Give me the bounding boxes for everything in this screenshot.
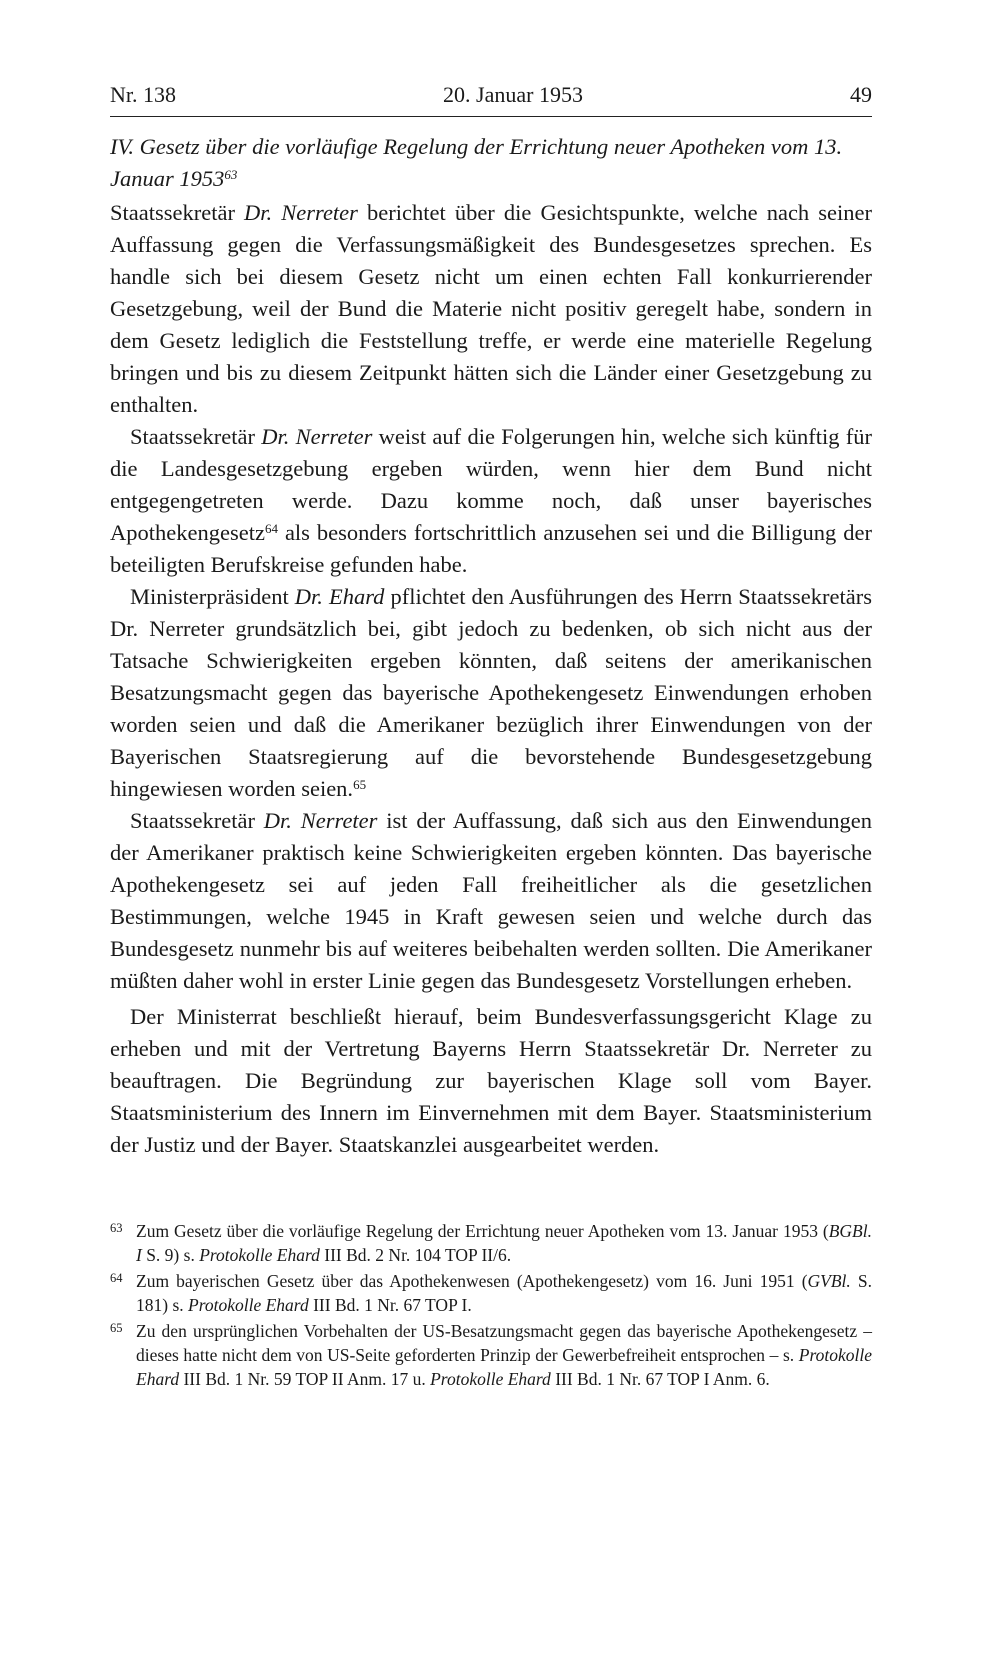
- paragraph: Ministerpräsident Dr. Ehard pflichtet den Ausführungen des Herrn Staatssekretärs Dr. Nerreter grundsätzlich bei, gibt jedoch zu bedenken, ob sich nicht aus der Tatsache Schwierigkeiten ergeben könnten, daß seitens der amerikanischen Besatzungsmacht gegen das bayerische Apothekengesetz Einwendungen erhoben worden seien und daß die Amerikaner bezüglich ihrer Einwendungen von der Bayerischen Staatsregierung auf die bevorstehende Bundesgesetzgebung hingewiesen worden seien.$^{65}$: [110, 584, 872, 801]
- footnote-text: III Bd. 1 Nr. 67 TOP I Anm. 6.: [550, 1369, 770, 1389]
- footnote-text: GVBl.: [807, 1271, 851, 1291]
- footnote-text: Protokolle Ehard: [430, 1369, 551, 1389]
- footnote-text: BGBl. I: [136, 1221, 872, 1265]
- footnote-text: Zu den ursprünglichen Vorbehalten der US-Besatzungsmacht gegen das bayerische Apothekengesetz – dieses hatte nicht dem von US-Seite geforderten Prinzip der Gewerbefreiheit entsprochen – s.: [136, 1321, 872, 1365]
- footnotes: [110, 1219, 872, 1391]
- footnote-ref[interactable]: 65: [353, 777, 367, 792]
- footnote-text: III Bd. 2 Nr. 104 TOP II/6.: [319, 1245, 512, 1265]
- footnote: [110, 1219, 872, 1267]
- paragraph: Staatssekretär Dr. Nerreter berichtet über die Gesichtspunkte, welche nach seiner Auffassung gegen die Verfassungsmäßigkeit des Bundesgesetzes sprechen. Es handle sich bei diesem Gesetz nicht um einen echten Fall konkurrierender Gesetzgebung, weil der Bund die Materie nicht positiv geregelt habe, sondern in dem Gesetz lediglich die Feststellung treffe, er werde eine materielle Regelung bringen und bis zu diesem Zeitpunkt hätten sich die Länder einer Gesetzgebung zu enthalten.: [110, 200, 872, 417]
- footnote-text: Protokolle Ehard: [199, 1245, 320, 1265]
- footnote-ref[interactable]: 64: [264, 521, 278, 536]
- paragraph: Der Ministerrat beschließt hierauf, beim Bundesverfassungsgericht Klage zu erheben und mit der Vertretung Bayerns Herrn Staatssekretär Dr. Nerreter zu beauftragen. Die Begründung zur bayerischen Klage soll vom Bayer. Staatsministerium des Innern im Einvernehmen mit dem Bayer. Staatsministerium der Justiz und der Bayer. Staatskanzlei ausgearbeitet werden.: [110, 1004, 872, 1157]
- footnote-text: Zum Gesetz über die vorläufige Regelung der Errichtung neuer Apotheken vom 13. Januar 1953 (: [136, 1221, 829, 1241]
- section-title: IV. Gesetz über die vorläufige Regelung der Errichtung neuer Apotheken vom 13. Januar 1953$^{63}$: [110, 134, 843, 191]
- footnote-number: 65: [110, 1321, 123, 1335]
- footnote-ref[interactable]: 63: [224, 167, 238, 182]
- footnote-text: III Bd. 1 Nr. 67 TOP I.: [308, 1295, 472, 1315]
- running-header: [110, 82, 872, 117]
- footnote-number: 63: [110, 1221, 123, 1235]
- footnote-text: S. 9) s.: [141, 1245, 200, 1265]
- document-page: [110, 82, 872, 1393]
- header-date: 20. Januar 1953: [443, 82, 583, 107]
- footnote: [110, 1269, 872, 1317]
- footnote-text: Zum bayerischen Gesetz über das Apothekenwesen (Apothekengesetz) vom 16. Juni 1951 (: [136, 1271, 808, 1291]
- footnote-text: Protokolle Ehard: [188, 1295, 309, 1315]
- paragraph: Staatssekretär Dr. Nerreter weist auf die Folgerungen hin, welche sich künftig für die Landesgesetzgebung ergeben würden, wenn hier dem Bund nicht entgegengetreten werde. Dazu komme noch, daß unser bayerisches Apothekengesetz$^{64}$ als besonders fortschrittlich anzusehen sei und die Billigung der beteiligten Berufskreise gefunden habe.: [110, 424, 872, 577]
- footnote-text: S. 181) s.: [136, 1271, 873, 1315]
- paragraph: Staatssekretär Dr. Nerreter ist der Auffassung, daß sich aus den Einwendungen der Amerikaner praktisch keine Schwierigkeiten ergeben könnten. Das bayerische Apothekengesetz sei auf jeden Fall freiheitlicher als die gesetzlichen Bestimmungen, welche 1945 in Kraft gewesen seien und welche durch das Bundesgesetz nunmehr bis auf weiteres beibehalten werden sollten. Die Amerikaner müßten daher wohl in erster Linie gegen das Bundesgesetz Vorstellungen erheben.: [110, 808, 873, 993]
- document-number: Nr. 138: [110, 82, 176, 107]
- page-number: 49: [849, 82, 872, 107]
- body-text: [110, 197, 872, 1161]
- footnote-text: III Bd. 1 Nr. 59 TOP II Anm. 17 u.: [179, 1369, 431, 1389]
- footnote-text: Protokolle Ehard: [136, 1345, 872, 1389]
- footnote: [110, 1319, 872, 1391]
- footnote-number: 64: [110, 1271, 123, 1285]
